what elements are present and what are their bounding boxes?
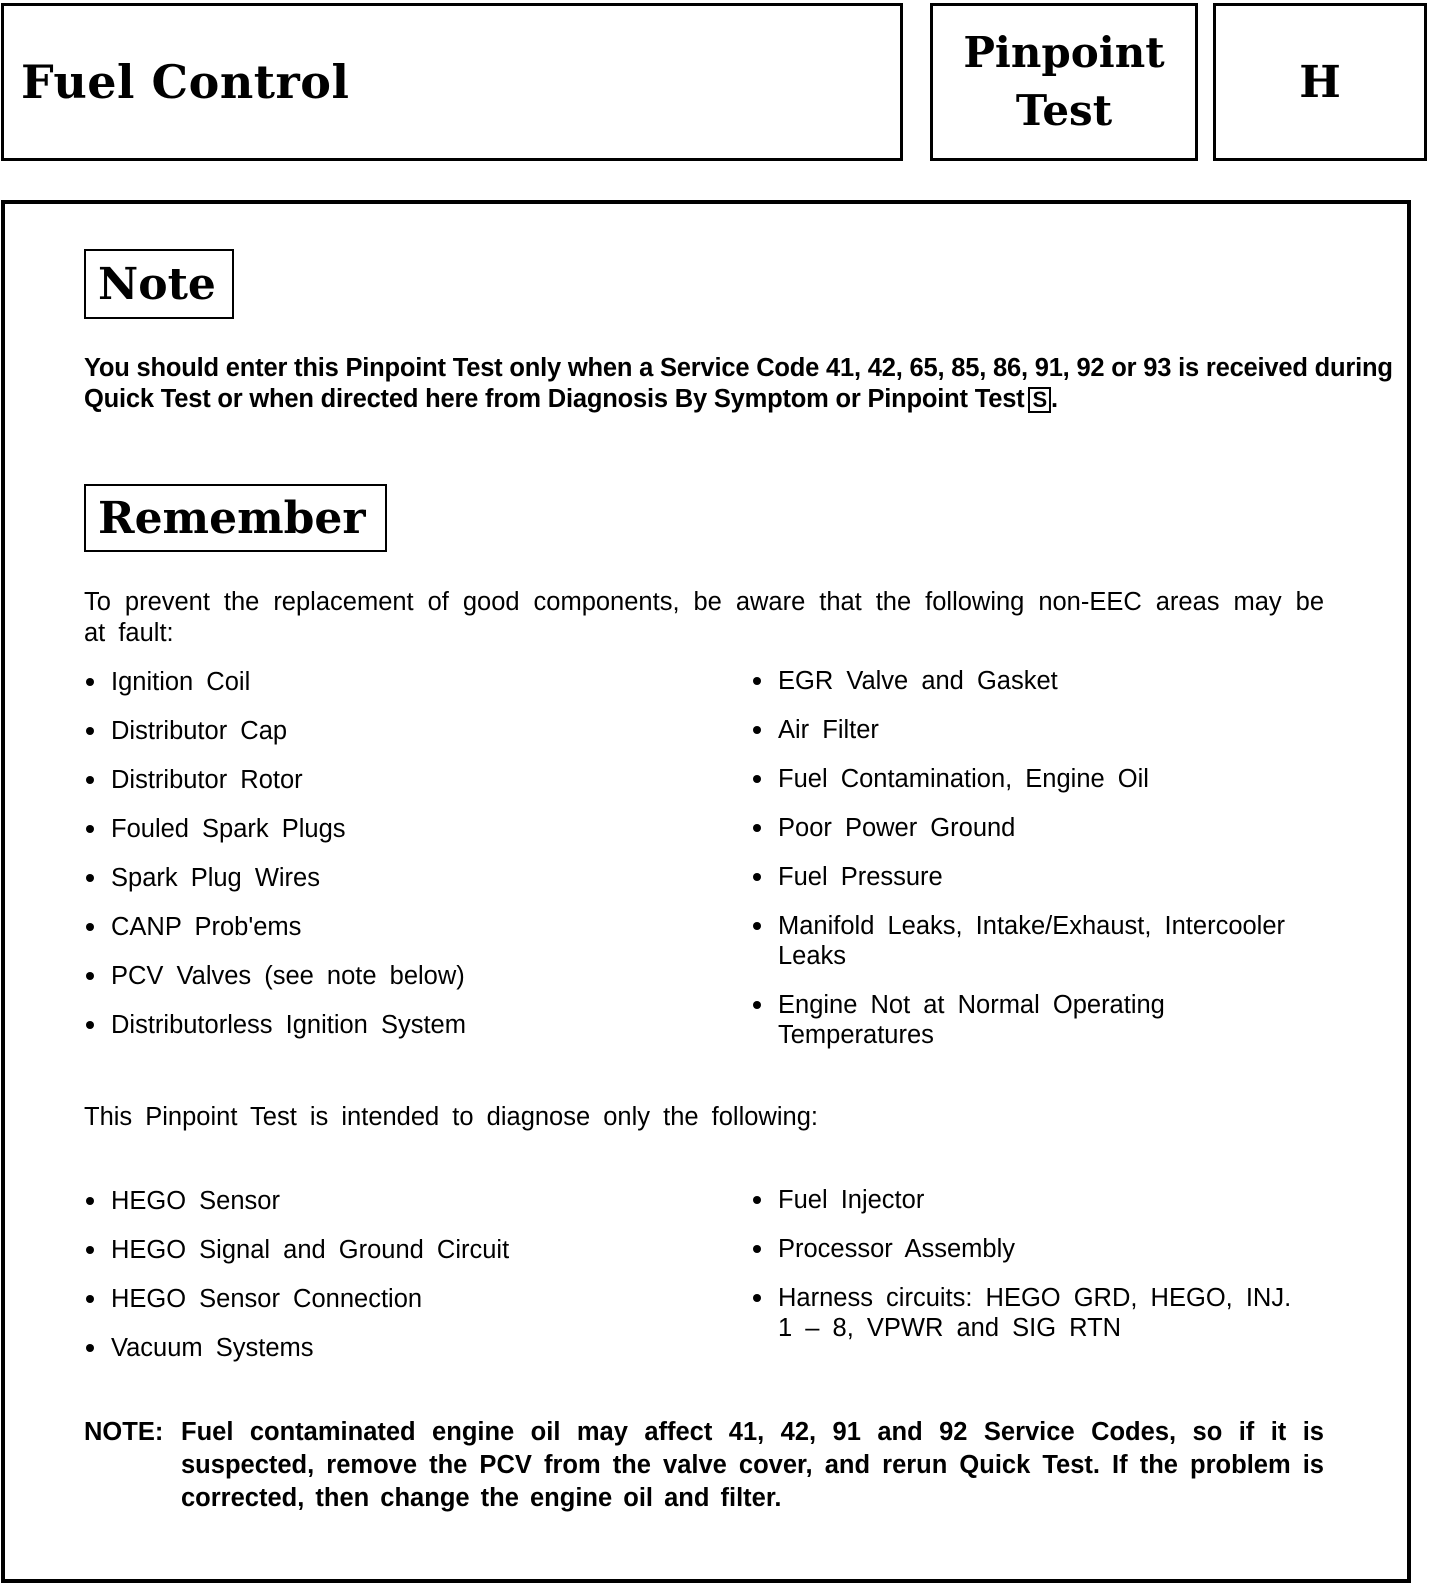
list-item: Fouled Spark Plugs (84, 814, 466, 844)
bullet-icon (753, 1294, 761, 1302)
test-code: H (1299, 56, 1341, 108)
test-type-line1: Pinpoint (963, 28, 1165, 77)
bottom-note-text: Fuel contaminated engine oil may affect 41, 42, 91 and 92 Service Codes, so if it is suspected, remove the PCV from the valve cover, and rerun Quick Test. If the problem is corrected, then change the engine oil and filter. (181, 1418, 1324, 1512)
list-item: Distributorless Ignition System (84, 1010, 466, 1040)
bullet-icon (753, 1196, 761, 1204)
list-item: Vacuum Systems (84, 1333, 509, 1363)
bottom-note-label: NOTE: (84, 1418, 164, 1446)
remember-intro: To prevent the replacement of good components, be aware that the following non-EEC areas may be at fault: (84, 588, 1324, 647)
bullet-icon (86, 678, 94, 686)
list-item: Fuel Contamination, Engine Oil (751, 764, 1311, 794)
remember-heading-box (84, 484, 387, 552)
bullet-icon (753, 726, 761, 734)
bullet-icon (86, 1197, 94, 1205)
bullet-icon (86, 776, 94, 784)
bullet-icon (753, 677, 761, 685)
note-paragraph (84, 353, 1404, 415)
list-item: Distributor Cap (84, 716, 466, 746)
list-item: Processor Assembly (751, 1234, 1311, 1264)
list-item: Manifold Leaks, Intake/Exhaust, Intercooler Leaks (751, 911, 1311, 971)
list-item: Fuel Injector (751, 1185, 1311, 1215)
list-item: CANP Prob'ems (84, 912, 466, 942)
bullet-icon (86, 727, 94, 735)
bullet-icon (753, 1245, 761, 1253)
bullet-icon (753, 922, 761, 930)
bullet-icon (753, 873, 761, 881)
bullet-icon (86, 825, 94, 833)
bottom-note (84, 1416, 1324, 1515)
bullet-icon (86, 923, 94, 931)
note-text: You should enter this Pinpoint Test only when a Service Code 41, 42, 65, 85, 86, 91, 92 or 93 is received during Quick Test or when directed here from Diagnosis By Symptom or Pinpoint Test (84, 354, 1393, 413)
list-item: HEGO Signal and Ground Circuit (84, 1235, 509, 1265)
list-item: PCV Valves (see note below) (84, 961, 466, 991)
fault-list-right (751, 666, 1311, 1069)
bullet-icon (86, 874, 94, 882)
bullet-icon (86, 1295, 94, 1303)
bullet-icon (753, 1001, 761, 1009)
bullet-icon (86, 1344, 94, 1352)
note-trailing-period: . (1050, 385, 1058, 413)
list-item: Engine Not at Normal Operating Temperatures (751, 990, 1311, 1050)
test-type-box (930, 3, 1198, 161)
diagnose-intro: This Pinpoint Test is intended to diagnose only the following: (84, 1103, 818, 1131)
bullet-icon (753, 824, 761, 832)
test-type-line2: Test (1015, 86, 1113, 135)
bullet-icon (86, 972, 94, 980)
fault-list-left (84, 667, 466, 1059)
remember-heading: Remember (98, 492, 366, 544)
title-box (1, 3, 903, 161)
list-item: Distributor Rotor (84, 765, 466, 795)
list-item: Harness circuits: HEGO GRD, HEGO, INJ. 1 – 8, VPWR and SIG RTN (751, 1283, 1311, 1343)
page-title: Fuel Control (21, 55, 350, 109)
list-item: HEGO Sensor (84, 1186, 509, 1216)
bullet-icon (86, 1246, 94, 1254)
note-heading: Note (98, 258, 216, 310)
list-item: Fuel Pressure (751, 862, 1311, 892)
test-code-box (1213, 3, 1427, 161)
list-item: HEGO Sensor Connection (84, 1284, 509, 1314)
list-item: Air Filter (751, 715, 1311, 745)
list-item: Poor Power Ground (751, 813, 1311, 843)
bullet-icon (753, 775, 761, 783)
list-item: EGR Valve and Gasket (751, 666, 1311, 696)
bullet-icon (86, 1021, 94, 1029)
list-item: Spark Plug Wires (84, 863, 466, 893)
note-heading-box (84, 249, 234, 319)
diagnose-list-left (84, 1186, 509, 1382)
main-panel (1, 200, 1411, 1583)
diagnose-list-right (751, 1185, 1311, 1362)
pinpoint-test-s-reference: S (1028, 387, 1050, 413)
list-item: Ignition Coil (84, 667, 466, 697)
